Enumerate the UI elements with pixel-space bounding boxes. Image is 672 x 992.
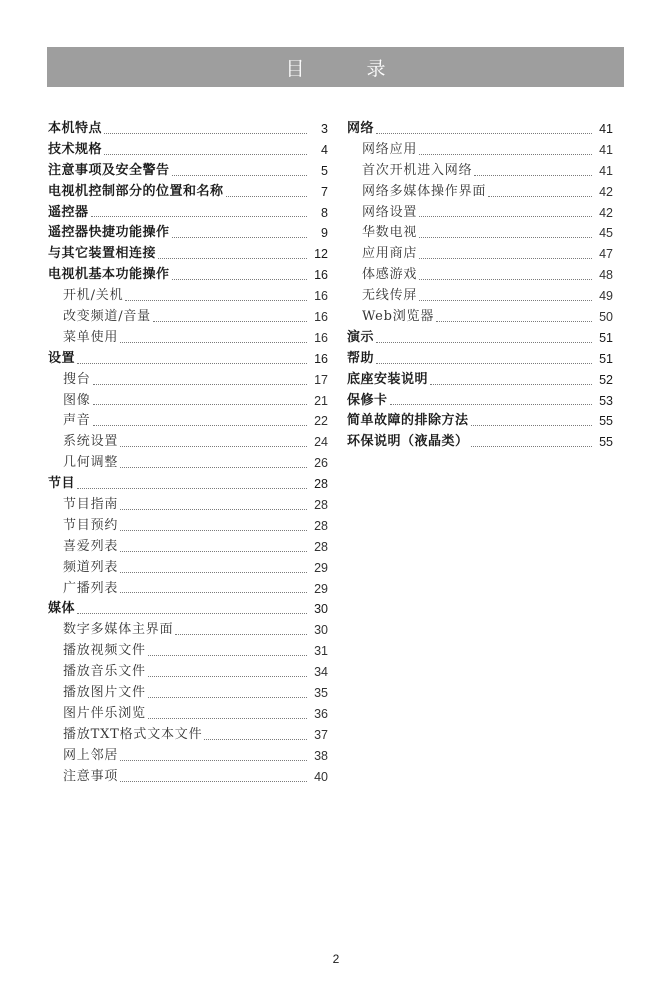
toc-entry-title: 电视机控制部分的位置和名称	[48, 183, 224, 199]
toc-entry-page: 29	[314, 581, 328, 596]
toc-entry[interactable]	[48, 161, 328, 182]
dot-leader	[120, 467, 307, 468]
dot-leader	[430, 384, 592, 385]
toc-entry-title: 声音	[63, 413, 91, 429]
toc-entry-page: 34	[314, 665, 328, 680]
toc-subentry[interactable]	[48, 495, 328, 516]
dot-leader	[488, 196, 592, 197]
toc-entry-page: 42	[599, 205, 613, 220]
toc-entry-title: 电视机基本功能操作	[48, 267, 170, 283]
toc-entry-title: 技术规格	[48, 141, 103, 157]
dot-leader	[120, 509, 307, 510]
toc-entry-title: 无线传屏	[362, 288, 418, 304]
dot-leader	[172, 175, 307, 176]
toc-subentry[interactable]	[48, 704, 328, 725]
toc-entry-title: 注意事项及安全警告	[48, 162, 170, 178]
toc-entry[interactable]	[48, 140, 328, 161]
toc-entry-title: 帮助	[347, 350, 375, 366]
dot-leader	[436, 321, 592, 322]
toc-entry-title: 节目指南	[63, 497, 119, 513]
toc-entry-title: 频道列表	[63, 559, 119, 575]
toc-entry[interactable]	[48, 474, 328, 495]
toc-entry-page: 37	[314, 727, 328, 742]
toc-entry-page: 42	[599, 184, 613, 199]
dot-leader	[91, 216, 307, 217]
toc-entry-page: 52	[599, 372, 613, 387]
dot-leader	[419, 237, 592, 238]
dot-leader	[120, 592, 307, 593]
toc-entry-title: 网上邻居	[63, 747, 119, 763]
toc-subentry[interactable]	[48, 516, 328, 537]
toc-entry-title: 注意事项	[63, 768, 119, 784]
toc-subentry[interactable]	[48, 453, 328, 474]
toc-entry-page: 3	[321, 121, 328, 136]
toc-entry-page: 7	[321, 184, 328, 199]
toc-entry-page: 51	[599, 330, 613, 345]
toc-entry-title: 设置	[48, 350, 76, 366]
toc-entry-page: 49	[599, 289, 613, 304]
dot-leader	[204, 739, 307, 740]
toc-subentry[interactable]	[48, 641, 328, 662]
toc-subentry[interactable]	[48, 286, 328, 307]
dot-leader	[471, 446, 592, 447]
toc-subentry[interactable]	[48, 683, 328, 704]
toc-subentry[interactable]	[48, 307, 328, 328]
toc-entry-page: 8	[321, 205, 328, 220]
toc-entry-page: 41	[599, 142, 613, 157]
toc-entry-page: 16	[314, 310, 328, 324]
toc-subentry[interactable]	[48, 370, 328, 391]
toc-entry-page: 16	[314, 268, 328, 283]
toc-entry-page: 16	[314, 351, 328, 366]
toc-entry[interactable]	[48, 244, 328, 265]
dot-leader	[104, 154, 307, 155]
toc-entry-page: 48	[599, 268, 613, 283]
toc-subentry[interactable]	[347, 223, 613, 244]
dot-leader	[172, 279, 307, 280]
toc-entry[interactable]	[48, 349, 328, 370]
dot-leader	[120, 446, 307, 447]
toc-entry-page: 28	[314, 477, 328, 492]
toc-subentry[interactable]	[48, 767, 328, 788]
dot-leader	[148, 697, 307, 698]
toc-subentry[interactable]	[347, 286, 613, 307]
toc-entry-title: 数字多媒体主界面	[63, 622, 174, 638]
dot-leader	[474, 175, 592, 176]
toc-subentry[interactable]	[48, 391, 328, 412]
toc-subentry[interactable]	[347, 307, 613, 328]
toc-entry[interactable]	[48, 119, 328, 140]
toc-subentry[interactable]	[48, 537, 328, 558]
toc-entry-title: 体感游戏	[362, 267, 418, 283]
toc-entry-title: 改变频道/音量	[63, 309, 151, 324]
dot-leader	[93, 404, 307, 405]
toc-entry-title: 应用商店	[362, 246, 418, 262]
toc-entry-title: 媒体	[48, 601, 76, 617]
toc-entry-title: 几何调整	[63, 455, 119, 471]
toc-entry-page: 53	[599, 393, 613, 408]
toc-subentry[interactable]	[347, 161, 613, 182]
toc-entry-title: 播放图片文件	[63, 685, 146, 701]
dot-leader	[120, 781, 307, 782]
toc-entry-page: 36	[314, 706, 328, 721]
dot-leader	[77, 613, 307, 614]
toc-entry-page: 17	[314, 372, 328, 387]
dot-leader	[158, 258, 307, 259]
dot-leader	[120, 572, 307, 573]
dot-leader	[120, 551, 307, 552]
toc-entry-page: 22	[314, 414, 328, 429]
toc-entry-title: 网络设置	[362, 204, 418, 220]
dot-leader	[104, 133, 307, 134]
toc-subentry[interactable]	[347, 244, 613, 265]
dot-leader	[148, 655, 307, 656]
dot-leader	[419, 258, 592, 259]
toc-subentry[interactable]	[48, 411, 328, 432]
toc-entry-title: 喜爱列表	[63, 538, 119, 554]
toc-subentry[interactable]	[48, 620, 328, 641]
toc-entry[interactable]	[48, 265, 328, 286]
toc-entry-page: 31	[314, 644, 328, 659]
toc-entry[interactable]	[347, 349, 613, 370]
toc-entry-page: 28	[314, 498, 328, 513]
dot-leader	[120, 530, 307, 531]
toc-entry-page: 9	[321, 226, 328, 241]
toc-entry-page: 16	[314, 289, 328, 304]
toc-entry-page: 40	[314, 769, 328, 784]
toc-column-right	[347, 119, 613, 453]
toc-entry-page: 38	[314, 748, 328, 763]
toc-entry-title: 网络	[347, 120, 375, 136]
toc-entry-page: 26	[314, 456, 328, 471]
toc-entry-page: 51	[599, 351, 613, 366]
toc-column-left	[48, 119, 328, 788]
toc-entry-title: 节目预约	[63, 517, 119, 533]
dot-leader	[148, 676, 307, 677]
dot-leader	[471, 425, 592, 426]
toc-entry-title: 图片伴乐浏览	[63, 705, 146, 721]
toc-subentry[interactable]	[48, 432, 328, 453]
toc-entry[interactable]	[347, 432, 613, 453]
toc-entry-page: 50	[599, 310, 613, 324]
dot-leader	[376, 363, 592, 364]
dot-leader	[419, 279, 592, 280]
toc-entry-page: 29	[314, 560, 328, 575]
toc-entry-title: 菜单使用	[63, 329, 119, 345]
toc-entry[interactable]	[48, 223, 328, 244]
toc-entry-title: 节目	[48, 476, 76, 492]
dot-leader	[93, 425, 307, 426]
toc-entry-title: 广播列表	[63, 580, 119, 596]
toc-entry-title: 播放TXT格式文本文件	[63, 726, 203, 742]
toc-entry-page: 12	[314, 247, 328, 262]
toc-title: 目 录	[285, 57, 414, 80]
dot-leader	[172, 237, 307, 238]
toc-entry-page: 28	[314, 539, 328, 554]
dot-leader	[77, 488, 307, 489]
dot-leader	[148, 718, 307, 719]
dot-leader	[77, 363, 307, 364]
toc-entry-title: Web浏览器	[362, 309, 435, 324]
toc-entry-title: 开机/关机	[63, 288, 124, 304]
toc-entry[interactable]	[347, 328, 613, 349]
toc-entry-page: 41	[599, 121, 613, 136]
toc-entry-page: 30	[314, 623, 328, 638]
toc-entry-title: 环保说明（液晶类）	[347, 434, 469, 450]
toc-entry[interactable]	[48, 599, 328, 620]
toc-entry-title: 播放视频文件	[63, 643, 146, 659]
toc-subentry[interactable]	[48, 558, 328, 579]
toc-entry-title: 图像	[63, 392, 91, 408]
toc-entry-page: 47	[599, 247, 613, 262]
dot-leader	[120, 760, 307, 761]
toc-entry-page: 41	[599, 163, 613, 178]
dot-leader	[125, 300, 307, 301]
toc-entry-title: 简单故障的排除方法	[347, 413, 469, 429]
toc-entry[interactable]	[48, 203, 328, 224]
toc-entry-page: 24	[314, 435, 328, 450]
toc-entry-title: 网络应用	[362, 141, 418, 157]
toc-entry-title: 遥控器快捷功能操作	[48, 225, 170, 241]
dot-leader	[390, 404, 592, 405]
toc-title-banner	[47, 47, 624, 87]
toc-subentry[interactable]	[48, 746, 328, 767]
toc-entry[interactable]	[347, 119, 613, 140]
toc-subentry[interactable]	[347, 182, 613, 203]
toc-entry-page: 21	[314, 393, 328, 408]
toc-entry-title: 系统设置	[63, 434, 119, 450]
dot-leader	[419, 300, 592, 301]
toc-entry-page: 55	[599, 435, 613, 450]
toc-entry[interactable]	[48, 182, 328, 203]
dot-leader	[153, 321, 307, 322]
toc-entry-title: 保修卡	[347, 392, 388, 408]
toc-entry-title: 搜台	[63, 371, 91, 387]
toc-subentry[interactable]	[48, 328, 328, 349]
toc-entry-title: 遥控器	[48, 204, 89, 220]
toc-subentry[interactable]	[48, 579, 328, 600]
toc-entry-title: 首次开机进入网络	[362, 162, 473, 178]
dot-leader	[175, 634, 307, 635]
page-number: 2	[332, 952, 340, 966]
dot-leader	[376, 342, 592, 343]
dot-leader	[419, 154, 592, 155]
dot-leader	[226, 196, 307, 197]
toc-subentry[interactable]	[347, 203, 613, 224]
toc-entry-page: 28	[314, 518, 328, 533]
dot-leader	[120, 342, 307, 343]
toc-entry-title: 网络多媒体操作界面	[362, 183, 487, 199]
toc-entry-title: 与其它装置相连接	[48, 246, 157, 262]
toc-entry-title: 本机特点	[48, 120, 103, 136]
toc-entry-title: 华数电视	[362, 225, 418, 241]
toc-entry-title: 播放音乐文件	[63, 664, 146, 680]
toc-entry-page: 5	[321, 163, 328, 178]
toc-entry-page: 35	[314, 686, 328, 701]
toc-entry[interactable]	[347, 411, 613, 432]
toc-entry-title: 底座安装说明	[347, 371, 429, 387]
toc-subentry[interactable]	[48, 662, 328, 683]
dot-leader	[93, 384, 307, 385]
toc-entry-page: 45	[599, 226, 613, 241]
toc-entry-page: 16	[314, 330, 328, 345]
toc-entry[interactable]	[347, 391, 613, 412]
toc-subentry[interactable]	[48, 725, 328, 746]
toc-subentry[interactable]	[347, 265, 613, 286]
toc-subentry[interactable]	[347, 140, 613, 161]
toc-entry-page: 4	[321, 142, 328, 157]
dot-leader	[419, 216, 592, 217]
toc-entry-page: 55	[599, 414, 613, 429]
dot-leader	[376, 133, 592, 134]
toc-entry-page: 30	[314, 602, 328, 617]
toc-entry-title: 演示	[347, 329, 375, 345]
toc-entry[interactable]	[347, 370, 613, 391]
